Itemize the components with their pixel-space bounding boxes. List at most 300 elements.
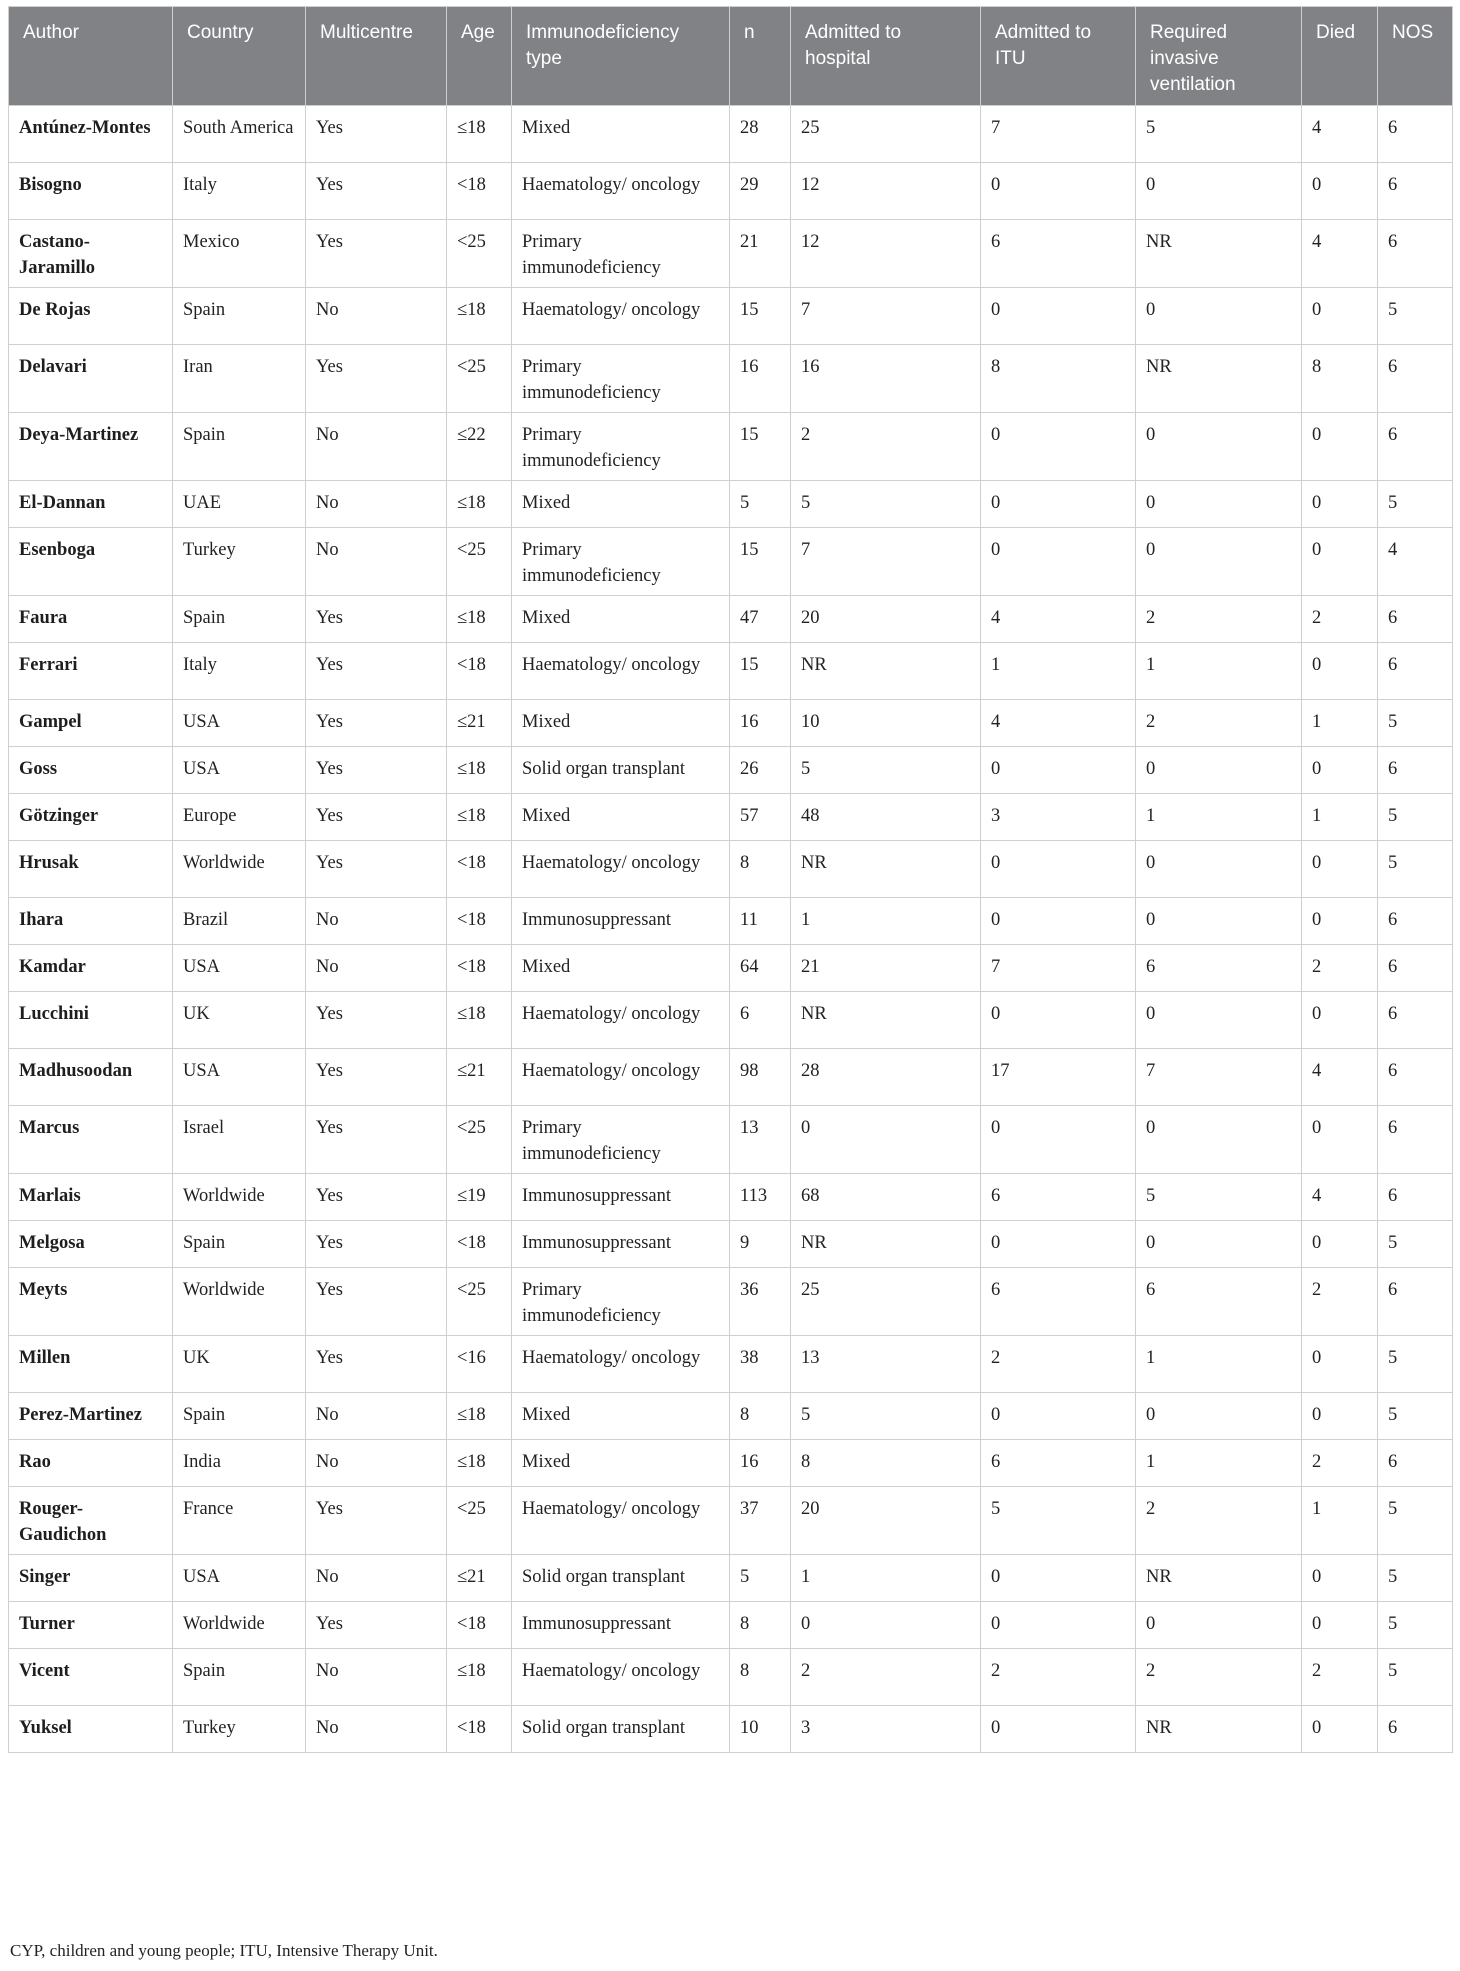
table-cell: 6	[1378, 992, 1453, 1049]
table-cell: Europe	[173, 794, 306, 841]
table-cell: 6	[1378, 1174, 1453, 1221]
table-cell: 8	[730, 1602, 791, 1649]
table-cell: 0	[1136, 1393, 1302, 1440]
table-cell: <18	[447, 841, 512, 898]
table-cell: 5	[1378, 288, 1453, 345]
table-cell: 7	[791, 288, 981, 345]
table-cell: 0	[1136, 163, 1302, 220]
table-cell: No	[306, 898, 447, 945]
table-cell: 2	[1136, 700, 1302, 747]
table-cell: <18	[447, 898, 512, 945]
table-cell: 8	[1302, 345, 1378, 413]
table-row	[9, 163, 1453, 220]
table-cell: Spain	[173, 1649, 306, 1706]
author-cell: Lucchini	[9, 992, 173, 1049]
table-cell: Turkey	[173, 528, 306, 596]
author-cell: Yuksel	[9, 1706, 173, 1753]
table-cell: Yes	[306, 841, 447, 898]
table-cell: Primary immunodeficiency	[512, 1106, 730, 1174]
table-cell: No	[306, 945, 447, 992]
table-cell: 2	[1302, 1268, 1378, 1336]
author-cell: Singer	[9, 1555, 173, 1602]
table-cell: 0	[1136, 992, 1302, 1049]
table-cell: 0	[981, 288, 1136, 345]
table-cell: 1	[981, 643, 1136, 700]
table-cell: 3	[791, 1706, 981, 1753]
table-cell: 6	[981, 220, 1136, 288]
table-cell: 4	[1378, 528, 1453, 596]
table-cell: Primary immunodeficiency	[512, 1268, 730, 1336]
table-cell: ≤22	[447, 413, 512, 481]
table-cell: 6	[1136, 945, 1302, 992]
table-cell: Yes	[306, 747, 447, 794]
table-cell: 25	[791, 1268, 981, 1336]
table-cell: 4	[1302, 1174, 1378, 1221]
table-row	[9, 528, 1453, 596]
table-cell: 5	[791, 1393, 981, 1440]
table-row	[9, 1393, 1453, 1440]
column-header: Author	[9, 7, 173, 106]
table-cell: 0	[1302, 1393, 1378, 1440]
table-cell: 6	[1378, 163, 1453, 220]
table-cell: 16	[730, 700, 791, 747]
table-cell: ≤18	[447, 481, 512, 528]
table-cell: 47	[730, 596, 791, 643]
table-cell: No	[306, 1649, 447, 1706]
table-cell: Yes	[306, 1268, 447, 1336]
table-cell: 5	[1378, 1555, 1453, 1602]
table-row	[9, 841, 1453, 898]
author-cell: Bisogno	[9, 163, 173, 220]
table-cell: 11	[730, 898, 791, 945]
table-cell: Mixed	[512, 481, 730, 528]
table-cell: 4	[1302, 220, 1378, 288]
author-cell: Kamdar	[9, 945, 173, 992]
author-cell: Ihara	[9, 898, 173, 945]
table-cell: Immunosuppressant	[512, 898, 730, 945]
table-cell: 0	[981, 898, 1136, 945]
table-row	[9, 1221, 1453, 1268]
table-cell: ≤21	[447, 1049, 512, 1106]
table-cell: 0	[1302, 1706, 1378, 1753]
table-header	[9, 7, 1453, 106]
table-cell: South America	[173, 106, 306, 163]
table-cell: 57	[730, 794, 791, 841]
table-row	[9, 481, 1453, 528]
table-cell: <25	[447, 1106, 512, 1174]
table-cell: ≤19	[447, 1174, 512, 1221]
table-cell: 0	[1302, 528, 1378, 596]
author-cell: Gampel	[9, 700, 173, 747]
table-cell: Mixed	[512, 700, 730, 747]
table-cell: 28	[791, 1049, 981, 1106]
table-cell: 0	[1136, 528, 1302, 596]
table-cell: 0	[981, 1555, 1136, 1602]
table-cell: 0	[1136, 898, 1302, 945]
table-cell: 5	[1378, 1221, 1453, 1268]
table-cell: NR	[1136, 220, 1302, 288]
table-cell: 2	[1136, 1649, 1302, 1706]
table-cell: 16	[791, 345, 981, 413]
author-cell: Marcus	[9, 1106, 173, 1174]
table-cell: 6	[730, 992, 791, 1049]
table-cell: 5	[1378, 1487, 1453, 1555]
author-cell: Meyts	[9, 1268, 173, 1336]
table-cell: Mixed	[512, 1393, 730, 1440]
table-cell: 2	[1302, 945, 1378, 992]
table-row	[9, 700, 1453, 747]
table-cell: 1	[1302, 1487, 1378, 1555]
table-cell: 6	[1378, 1268, 1453, 1336]
table-cell: Mixed	[512, 106, 730, 163]
table-cell: 0	[981, 992, 1136, 1049]
table-cell: 0	[791, 1602, 981, 1649]
table-cell: 0	[981, 528, 1136, 596]
table-row	[9, 596, 1453, 643]
table-row	[9, 1602, 1453, 1649]
table-cell: 68	[791, 1174, 981, 1221]
table-cell: 0	[1302, 163, 1378, 220]
table-cell: 0	[1302, 841, 1378, 898]
table-cell: 8	[981, 345, 1136, 413]
author-cell: Esenboga	[9, 528, 173, 596]
table-cell: 6	[1378, 945, 1453, 992]
table-cell: 6	[1136, 1268, 1302, 1336]
table-cell: 0	[1302, 413, 1378, 481]
author-cell: Melgosa	[9, 1221, 173, 1268]
table-cell: 5	[1378, 1393, 1453, 1440]
table-cell: 2	[1302, 596, 1378, 643]
table-cell: 0	[1302, 1555, 1378, 1602]
table-cell: Yes	[306, 992, 447, 1049]
table-cell: Immunosuppressant	[512, 1602, 730, 1649]
table-cell: Primary immunodeficiency	[512, 220, 730, 288]
table-cell: 5	[1136, 106, 1302, 163]
author-cell: Madhusoodan	[9, 1049, 173, 1106]
table-cell: ≤18	[447, 1649, 512, 1706]
table-cell: 4	[981, 700, 1136, 747]
table-cell: 0	[1302, 643, 1378, 700]
studies-table	[8, 6, 1453, 1753]
table-cell: 0	[981, 1221, 1136, 1268]
table-cell: 5	[791, 481, 981, 528]
table-container	[8, 6, 1452, 1753]
table-cell: Yes	[306, 1049, 447, 1106]
table-cell: ≤18	[447, 596, 512, 643]
table-cell: Solid organ transplant	[512, 1706, 730, 1753]
column-header: Admitted to hospital	[791, 7, 981, 106]
table-cell: 6	[981, 1174, 1136, 1221]
table-cell: 5	[1378, 794, 1453, 841]
table-cell: 15	[730, 288, 791, 345]
table-cell: 0	[1302, 898, 1378, 945]
table-cell: 15	[730, 643, 791, 700]
table-cell: <18	[447, 1602, 512, 1649]
author-cell: Castano-Jaramillo	[9, 220, 173, 288]
table-cell: 26	[730, 747, 791, 794]
table-cell: 1	[1302, 700, 1378, 747]
author-cell: Delavari	[9, 345, 173, 413]
table-cell: Italy	[173, 163, 306, 220]
table-row	[9, 1106, 1453, 1174]
table-cell: 0	[981, 163, 1136, 220]
author-cell: Antúnez-Montes	[9, 106, 173, 163]
table-cell: Yes	[306, 106, 447, 163]
table-cell: 0	[981, 1393, 1136, 1440]
table-cell: UK	[173, 992, 306, 1049]
table-cell: 5	[1378, 1649, 1453, 1706]
table-cell: Brazil	[173, 898, 306, 945]
table-row	[9, 1649, 1453, 1706]
table-cell: <18	[447, 163, 512, 220]
table-cell: NR	[791, 643, 981, 700]
table-cell: USA	[173, 700, 306, 747]
table-cell: No	[306, 1555, 447, 1602]
table-cell: Yes	[306, 1602, 447, 1649]
column-header: Admitted to ITU	[981, 7, 1136, 106]
table-cell: 0	[1302, 288, 1378, 345]
table-cell: 13	[791, 1336, 981, 1393]
table-cell: 29	[730, 163, 791, 220]
table-row	[9, 643, 1453, 700]
table-cell: NR	[791, 1221, 981, 1268]
table-cell: Primary immunodeficiency	[512, 528, 730, 596]
table-cell: 0	[1302, 1106, 1378, 1174]
table-cell: 20	[791, 596, 981, 643]
table-cell: 36	[730, 1268, 791, 1336]
table-cell: Mexico	[173, 220, 306, 288]
table-cell: 0	[981, 747, 1136, 794]
column-header: n	[730, 7, 791, 106]
table-cell: 2	[791, 413, 981, 481]
table-cell: 15	[730, 413, 791, 481]
table-cell: Iran	[173, 345, 306, 413]
table-cell: 1	[1136, 643, 1302, 700]
table-cell: 6	[981, 1440, 1136, 1487]
table-cell: 21	[791, 945, 981, 992]
table-cell: 10	[791, 700, 981, 747]
table-cell: 1	[1302, 794, 1378, 841]
table-cell: 0	[1302, 1221, 1378, 1268]
table-cell: 7	[981, 106, 1136, 163]
table-cell: Solid organ transplant	[512, 747, 730, 794]
table-cell: 6	[1378, 413, 1453, 481]
table-cell: ≤18	[447, 288, 512, 345]
table-cell: Yes	[306, 1106, 447, 1174]
column-header: NOS	[1378, 7, 1453, 106]
table-cell: 6	[1378, 643, 1453, 700]
table-cell: Yes	[306, 643, 447, 700]
table-row	[9, 1555, 1453, 1602]
author-cell: Hrusak	[9, 841, 173, 898]
table-cell: No	[306, 528, 447, 596]
table-cell: 0	[981, 413, 1136, 481]
table-cell: Haematology/ oncology	[512, 992, 730, 1049]
table-cell: 2	[1302, 1440, 1378, 1487]
table-cell: USA	[173, 1049, 306, 1106]
table-cell: 0	[1136, 747, 1302, 794]
table-cell: <25	[447, 1268, 512, 1336]
table-cell: 1	[1136, 1336, 1302, 1393]
table-cell: 5	[1136, 1174, 1302, 1221]
table-row	[9, 794, 1453, 841]
table-cell: 6	[1378, 106, 1453, 163]
table-cell: Yes	[306, 794, 447, 841]
table-cell: Haematology/ oncology	[512, 288, 730, 345]
table-cell: ≤18	[447, 794, 512, 841]
table-cell: 5	[730, 481, 791, 528]
table-cell: USA	[173, 945, 306, 992]
table-cell: 8	[730, 841, 791, 898]
table-cell: 5	[1378, 481, 1453, 528]
table-cell: 0	[981, 1706, 1136, 1753]
table-cell: Haematology/ oncology	[512, 1487, 730, 1555]
table-cell: 6	[1378, 345, 1453, 413]
author-cell: El-Dannan	[9, 481, 173, 528]
table-cell: Yes	[306, 220, 447, 288]
table-cell: 0	[1136, 413, 1302, 481]
table-cell: 0	[1136, 841, 1302, 898]
table-cell: Yes	[306, 596, 447, 643]
table-cell: 38	[730, 1336, 791, 1393]
table-row	[9, 1487, 1453, 1555]
table-row	[9, 898, 1453, 945]
table-cell: Yes	[306, 1487, 447, 1555]
table-cell: 4	[981, 596, 1136, 643]
table-cell: Haematology/ oncology	[512, 1649, 730, 1706]
table-cell: 20	[791, 1487, 981, 1555]
table-cell: 21	[730, 220, 791, 288]
table-cell: 6	[1378, 1706, 1453, 1753]
table-cell: 16	[730, 1440, 791, 1487]
table-cell: 28	[730, 106, 791, 163]
table-cell: ≤18	[447, 1393, 512, 1440]
table-row	[9, 1706, 1453, 1753]
table-cell: 0	[1136, 288, 1302, 345]
table-cell: 17	[981, 1049, 1136, 1106]
table-cell: 98	[730, 1049, 791, 1106]
table-cell: USA	[173, 1555, 306, 1602]
table-cell: 7	[1136, 1049, 1302, 1106]
table-cell: 1	[791, 1555, 981, 1602]
table-cell: Worldwide	[173, 1174, 306, 1221]
table-cell: No	[306, 481, 447, 528]
table-cell: <18	[447, 945, 512, 992]
table-cell: 2	[791, 1649, 981, 1706]
table-cell: 0	[791, 1106, 981, 1174]
author-cell: Götzinger	[9, 794, 173, 841]
table-cell: 5	[1378, 1602, 1453, 1649]
table-cell: 6	[981, 1268, 1136, 1336]
table-cell: 8	[730, 1649, 791, 1706]
author-cell: Rouger-Gaudichon	[9, 1487, 173, 1555]
table-cell: India	[173, 1440, 306, 1487]
table-cell: ≤21	[447, 1555, 512, 1602]
author-cell: Goss	[9, 747, 173, 794]
table-cell: Immunosuppressant	[512, 1221, 730, 1268]
table-cell: 5	[791, 747, 981, 794]
table-cell: <18	[447, 643, 512, 700]
table-row	[9, 1268, 1453, 1336]
table-cell: 12	[791, 220, 981, 288]
table-cell: 0	[1302, 747, 1378, 794]
table-cell: Turkey	[173, 1706, 306, 1753]
table-footnote: CYP, children and young people; ITU, Intensive Therapy Unit.	[10, 1941, 438, 1960]
table-row	[9, 288, 1453, 345]
table-cell: Italy	[173, 643, 306, 700]
table-cell: Yes	[306, 345, 447, 413]
table-cell: 37	[730, 1487, 791, 1555]
table-cell: 6	[1378, 747, 1453, 794]
table-cell: No	[306, 288, 447, 345]
table-cell: <25	[447, 528, 512, 596]
column-header: Age	[447, 7, 512, 106]
table-cell: 64	[730, 945, 791, 992]
table-cell: 1	[791, 898, 981, 945]
table-cell: 0	[1136, 1106, 1302, 1174]
table-cell: 10	[730, 1706, 791, 1753]
table-cell: Yes	[306, 1174, 447, 1221]
table-cell: 8	[791, 1440, 981, 1487]
table-cell: 7	[791, 528, 981, 596]
column-header: Immunodeficiency type	[512, 7, 730, 106]
table-cell: France	[173, 1487, 306, 1555]
table-cell: No	[306, 1440, 447, 1487]
table-cell: 113	[730, 1174, 791, 1221]
table-cell: UAE	[173, 481, 306, 528]
table-cell: 2	[981, 1649, 1136, 1706]
table-cell: 2	[1136, 1487, 1302, 1555]
table-cell: <16	[447, 1336, 512, 1393]
author-cell: Vicent	[9, 1649, 173, 1706]
table-cell: 5	[1378, 1336, 1453, 1393]
table-cell: Yes	[306, 1221, 447, 1268]
table-cell: NR	[1136, 1706, 1302, 1753]
table-cell: 3	[981, 794, 1136, 841]
table-row	[9, 992, 1453, 1049]
table-cell: Spain	[173, 1393, 306, 1440]
table-cell: 0	[1136, 481, 1302, 528]
header-row	[9, 7, 1453, 106]
table-cell: Yes	[306, 1336, 447, 1393]
table-cell: 1	[1136, 1440, 1302, 1487]
table-row	[9, 747, 1453, 794]
table-cell: 0	[981, 841, 1136, 898]
table-row	[9, 1174, 1453, 1221]
table-row	[9, 220, 1453, 288]
column-header: Country	[173, 7, 306, 106]
table-cell: NR	[1136, 345, 1302, 413]
table-cell: 8	[730, 1393, 791, 1440]
author-cell: Perez-Martinez	[9, 1393, 173, 1440]
table-cell: 6	[1378, 1106, 1453, 1174]
table-cell: Solid organ transplant	[512, 1555, 730, 1602]
table-cell: Mixed	[512, 794, 730, 841]
table-cell: 5	[981, 1487, 1136, 1555]
table-cell: 2	[981, 1336, 1136, 1393]
table-cell: <25	[447, 220, 512, 288]
table-cell: 12	[791, 163, 981, 220]
table-row	[9, 945, 1453, 992]
table-cell: 0	[1302, 1336, 1378, 1393]
table-cell: UK	[173, 1336, 306, 1393]
table-cell: Mixed	[512, 596, 730, 643]
table-row	[9, 1336, 1453, 1393]
table-cell: Haematology/ oncology	[512, 163, 730, 220]
table-cell: Mixed	[512, 945, 730, 992]
table-cell: 0	[1302, 481, 1378, 528]
table-cell: NR	[1136, 1555, 1302, 1602]
